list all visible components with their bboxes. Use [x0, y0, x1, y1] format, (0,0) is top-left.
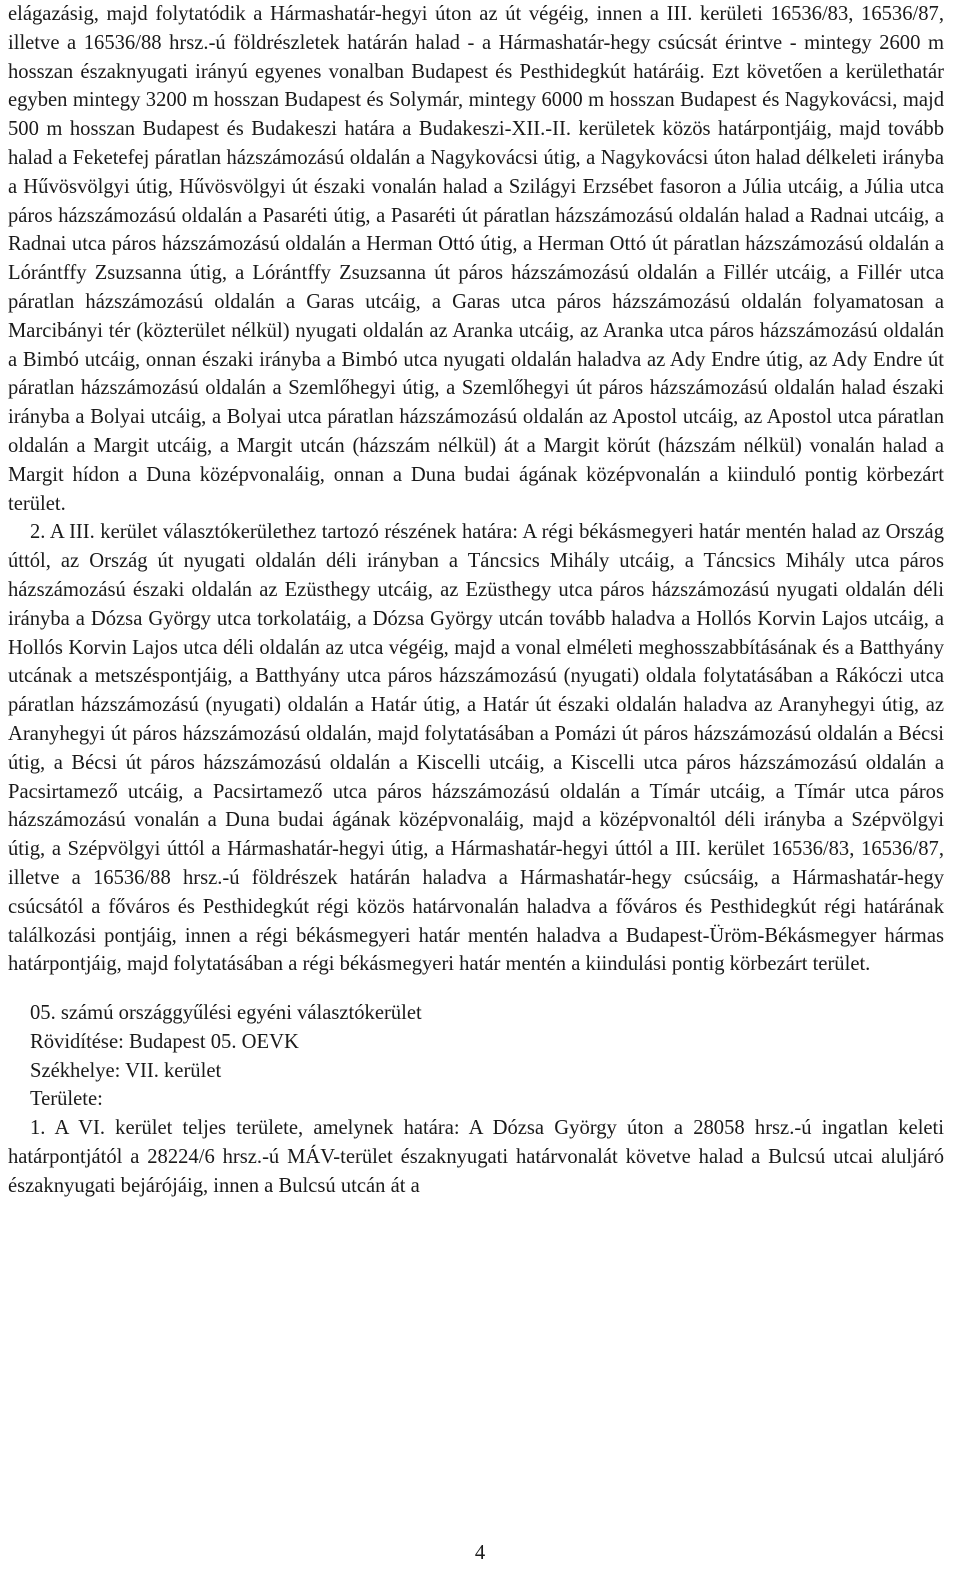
district-short-name: Rövidítése: Budapest 05. OEVK	[30, 1030, 299, 1053]
document-page	[8, 0, 944, 1201]
boundary-paragraph-district-vi: 1. A VI. kerület teljes területe, amelynek határa: A Dózsa György úton a 28058 hrsz.-ú ingatlan keleti határpontjától a 28224/6 hrsz.-ú MÁV-terület északnyugati határvonalát követve halad a Bulcsú utcai aluljáró északnyugati bejárójáig, innen a Bulcsú utcán át a	[8, 1117, 944, 1197]
district-seat: Székhelye: VII. kerület	[30, 1059, 222, 1082]
district-area-label: Területe:	[30, 1088, 103, 1111]
district-title: 05. számú országgyűlési egyéni választókerület	[30, 1002, 422, 1025]
boundary-paragraph-continued: elágazásig, majd folytatódik a Hármashatár-hegyi úton az út végéig, innen a III. kerületi 16536/83, 16536/87, illetve a 16536/88 hrsz.-ú földrészletek határán halad - a Hármashatár-hegy csúcsát érintve - mintegy 2600 m hosszan északnyugati irányú egyenes vonalban Budapest és Pesthidegkút határáig. Ezt követően a kerülethatár egyben mintegy 3200 m hosszan Budapest és Solymár, mintegy 6000 m hosszan Budapest és Nagykovácsi, majd 500 m hosszan Budapest és Budakeszi határa a Budakeszi-XII.-II. kerületek közös határpontjáig, majd tovább halad a Feketefej páratlan házszámozású oldalán a Nagykovácsi útig, a Nagykovácsi úton halad délkeleti irányba a Hűvösvölgyi útig, Hűvösvölgyi út északi vonalán halad a Szilágyi Erzsébet fasoron a Júlia utcáig, a Júlia utca páros házszámozású oldalán a Pasaréti útig, a Pasaréti út páratlan házszámozású oldalán halad a Radnai utcáig, a Radnai utca páros házszámozású oldalán a Herman Ottó útig, a Herman Ottó út páratlan házszámozású oldalán a Lórántffy Zsuzsanna útig, a Lórántffy Zsuzsanna út páros házszámozású oldalán a Fillér utcáig, a Fillér utca páratlan házszámozású oldalán a Garas utcáig, a Garas utca páros házszámozású oldalán folyamatosan a Marcibányi tér (közterület nélkül) nyugati oldalán az Aranka utcáig, az Aranka utca páros házszámozású oldalán a Bimbó utcáig, onnan északi irányba a Bimbó utca nyugati oldalán haladva az Ady Endre útig, az Ady Endre út páratlan házszámozású oldalán a Szemlőhegyi útig, a Szemlőhegyi út páros házszámozású oldalán halad északi irányba a Bolyai utcáig, a Bolyai utca páratlan házszámozású oldalán az Apostol utcáig, az Apostol utca páratlan oldalán a Margit utcáig, a Margit utcán (házszám nélkül) át a Margit körút (házszám nélkül) vonalán halad a Margit hídon a Duna középvonaláig, onnan a Duna budai ágának középvonalán a kiinduló pontig körbezárt terület.	[8, 3, 944, 515]
boundary-paragraph-district-iii: 2. A III. kerület választókerülethez tartozó részének határa: A régi békásmegyeri határ mentén halad az Ország úttól, az Ország út nyugati oldalán déli irányban a Táncsics Mihály utcáig, a Táncsics Mihály utca páros házszámozású északi oldalán az Ezüsthegy utcáig, az Ezüsthegy utca páros házszámozású nyugati oldalán déli irányba a Dózsa György utca torkolatáig, a Dózsa György utcán tovább haladva a Hollós Korvin Lajos utcáig, a Hollós Korvin Lajos utca déli oldalán az utca végéig, majd a vonal elméleti meghosszabbításának és a Batthyány utcának a metszéspontjáig, a Batthyány utca páros házszámozású (nyugati) oldala folytatásában a Rákóczi utca páratlan házszámozású (nyugati) oldalán a Határ útig, a Határ út északi oldalán haladva az Aranyhegyi útig, az Aranyhegyi út páros házszámozású oldalán, majd folytatásában a Pomázi út páros házszámozású oldalán a Bécsi útig, a Bécsi út páros házszámozású oldalán a Kiscelli utcáig, a Kiscelli utca páros házszámozású oldalán a Pacsirtamező utcáig, a Pacsirtamező utca páros házszámozású oldalán a Tímár utcáig, a Tímár utca páros házszámozású vonalán a Duna budai ágának középvonaláig, majd a középvonaltól déli irányba a Szépvölgyi útig, a Szépvölgyi úttól a Hármashatár-hegyi útig, a Hármashatár-hegyi úttól a III. kerület 16536/83, 16536/87, illetve a 16536/88 hrsz.-ú földrészek határán haladva a Hármashatár-hegy csúcsáig, a Hármashatár-hegy csúcsától a főváros és Pesthidegkút régi közös határvonalán haladva a főváros és Pesthidegkút régi határának találkozási pontjáig, innen a régi békásmegyeri határ mentén haladva a Budapest-Üröm-Békásmegyer hármas határpontjáig, majd folytatásában a régi békásmegyeri határ mentén a kiindulási pontig körbezárt terület.	[8, 521, 944, 976]
page-number: 4	[474, 1542, 486, 1564]
paragraph-spacer	[8, 979, 944, 999]
